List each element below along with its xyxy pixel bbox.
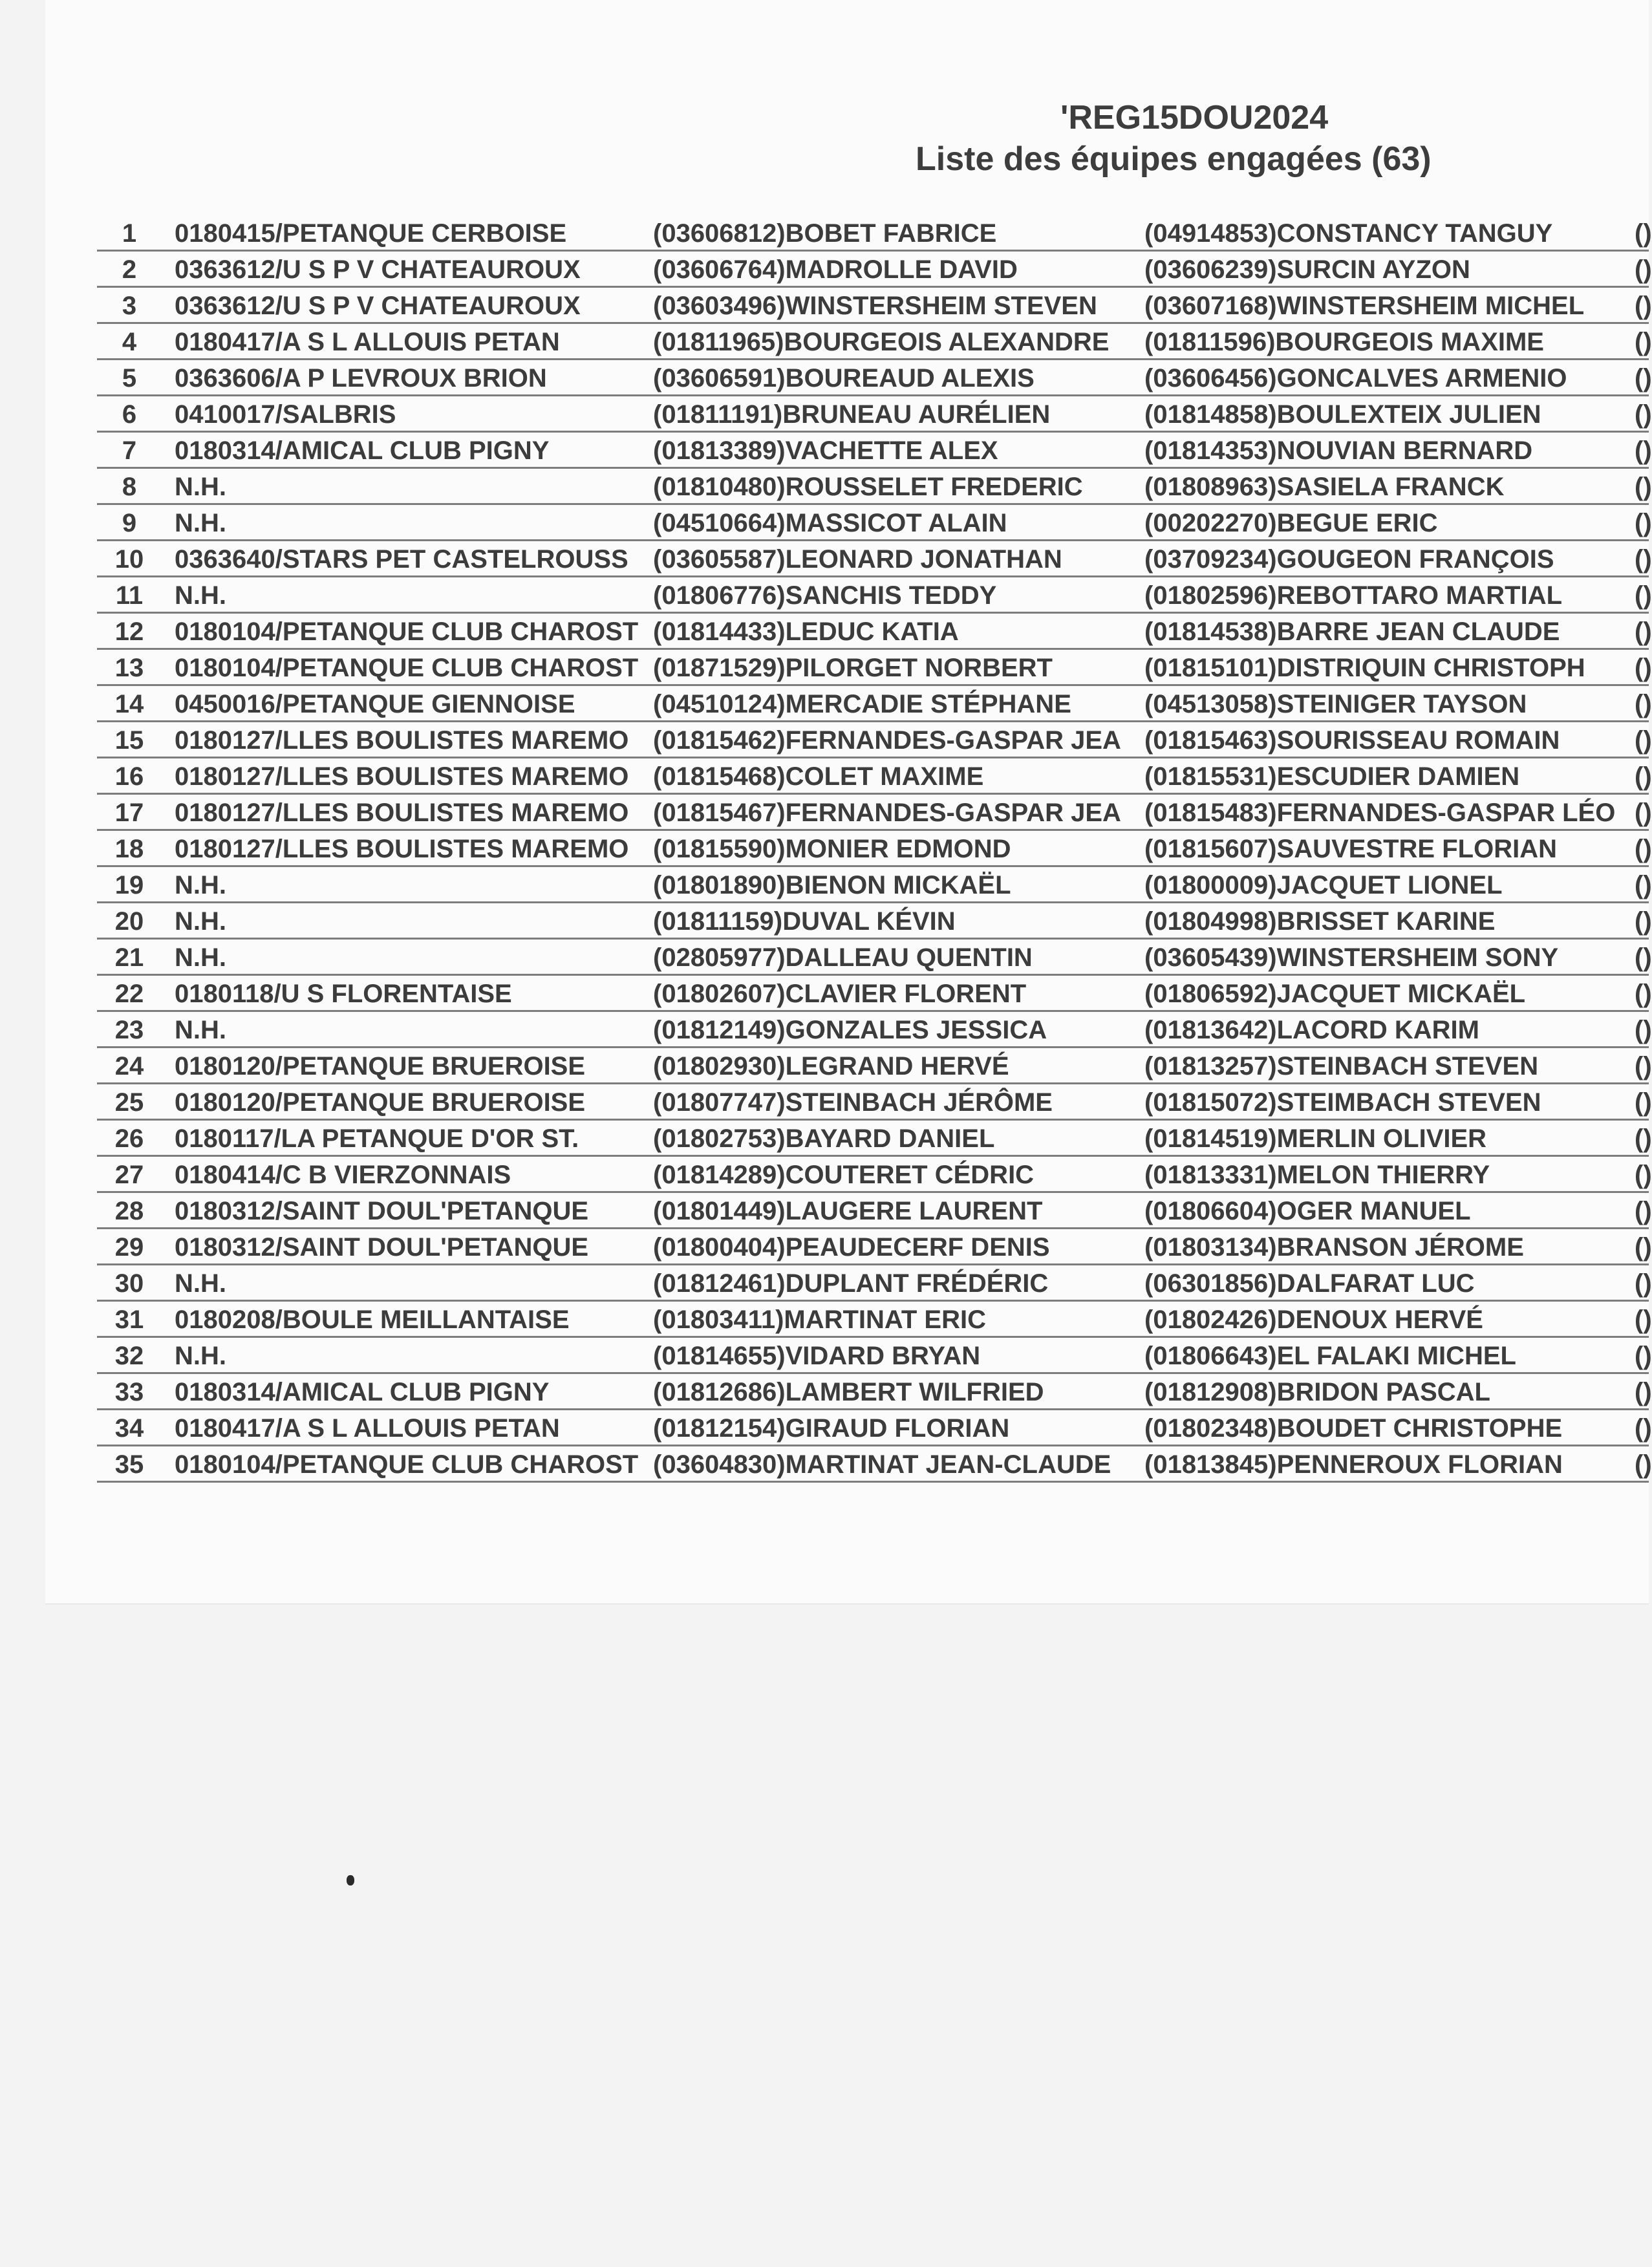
table-row — [97, 541, 1652, 577]
player-2: (01808963)SASIELA FRANCK — [1144, 473, 1505, 501]
player-2: (01806643)EL FALAKI MICHEL — [1144, 1342, 1516, 1370]
player-2: (01814353)NOUVIAN BERNARD — [1144, 436, 1533, 465]
player-2: (01802426)DENOUX HERVÉ — [1144, 1305, 1483, 1334]
player-1: (03606764)MADROLLE DAVID — [653, 255, 1018, 284]
player-1: (01810480)ROUSSELET FREDERIC — [653, 473, 1083, 501]
club-name: 0180104/PETANQUE CLUB CHAROST — [175, 618, 639, 646]
player-3-truncated: () — [1635, 1016, 1652, 1044]
player-1: (01815462)FERNANDES-GASPAR JEA — [653, 726, 1121, 755]
player-3-truncated: () — [1635, 1124, 1652, 1153]
club-name: N.H. — [175, 907, 226, 936]
club-name: N.H. — [175, 1016, 226, 1044]
table-row — [97, 758, 1652, 795]
player-3-truncated: () — [1635, 654, 1652, 682]
player-1: (01811965)BOURGEOIS ALEXANDRE — [653, 328, 1110, 356]
team-number: 19 — [114, 871, 144, 899]
club-name: 0180208/BOULE MEILLANTAISE — [175, 1305, 570, 1334]
team-number: 21 — [114, 943, 144, 972]
table-row — [97, 1048, 1652, 1084]
team-number: 16 — [114, 762, 144, 791]
team-number: 24 — [114, 1052, 144, 1080]
team-number: 17 — [114, 799, 144, 827]
player-3-truncated: () — [1635, 1414, 1652, 1443]
table-row — [97, 940, 1652, 976]
player-1: (01802753)BAYARD DANIEL — [653, 1124, 995, 1153]
player-3-truncated: () — [1635, 1378, 1652, 1406]
player-1: (03605587)LEONARD JONATHAN — [653, 545, 1062, 574]
table-row — [97, 1121, 1652, 1157]
player-2: (01814538)BARRE JEAN CLAUDE — [1144, 618, 1560, 646]
player-3-truncated: () — [1635, 292, 1652, 320]
player-3-truncated: () — [1635, 1088, 1652, 1117]
player-1: (01815590)MONIER EDMOND — [653, 835, 1011, 863]
player-1: (01806776)SANCHIS TEDDY — [653, 581, 997, 610]
document-title: Liste des équipes engagées (63) — [916, 140, 1432, 178]
team-number: 11 — [115, 581, 144, 610]
player-3-truncated: () — [1635, 1269, 1652, 1298]
club-name: 0180127/LLES BOULISTES MAREMO — [175, 726, 629, 755]
club-name: N.H. — [175, 1269, 226, 1298]
player-2: (03606456)GONCALVES ARMENIO — [1144, 364, 1567, 392]
club-name: 0363606/A P LEVROUX BRION — [175, 364, 547, 392]
table-row — [97, 1084, 1652, 1121]
club-name: 0180314/AMICAL CLUB PIGNY — [175, 436, 550, 465]
table-row — [97, 215, 1652, 252]
club-name: 0180417/A S L ALLOUIS PETAN — [175, 1414, 560, 1443]
table-row — [97, 396, 1652, 433]
table-row — [97, 650, 1652, 686]
player-2: (01815483)FERNANDES-GASPAR LÉO — [1144, 799, 1616, 827]
player-1: (03606812)BOBET FABRICE — [653, 219, 997, 248]
player-2: (01802348)BOUDET CHRISTOPHE — [1144, 1414, 1563, 1443]
table-row — [97, 1302, 1652, 1338]
table-row — [97, 1338, 1652, 1374]
player-1: (03606591)BOUREAUD ALEXIS — [653, 364, 1035, 392]
team-number: 29 — [114, 1233, 144, 1262]
player-3-truncated: () — [1635, 473, 1652, 501]
player-3-truncated: () — [1635, 219, 1652, 248]
table-row — [97, 795, 1652, 831]
table-row — [97, 867, 1652, 903]
player-1: (01802930)LEGRAND HERVÉ — [653, 1052, 1009, 1080]
club-name: 0363640/STARS PET CASTELROUSS — [175, 545, 628, 574]
table-row — [97, 1374, 1652, 1410]
table-row — [97, 469, 1652, 505]
player-3-truncated: () — [1635, 436, 1652, 465]
team-number: 6 — [122, 400, 137, 429]
player-1: (01813389)VACHETTE ALEX — [653, 436, 998, 465]
table-row — [97, 1157, 1652, 1193]
player-3-truncated: () — [1635, 1197, 1652, 1225]
player-2: (01814858)BOULEXTEIX JULIEN — [1144, 400, 1541, 429]
player-1: (01814433)LEDUC KATIA — [653, 618, 959, 646]
player-3-truncated: () — [1635, 1233, 1652, 1262]
table-row — [97, 1193, 1652, 1229]
player-3-truncated: () — [1635, 1052, 1652, 1080]
player-2: (01815072)STEIMBACH STEVEN — [1144, 1088, 1541, 1117]
player-2: (03709234)GOUGEON FRANÇOIS — [1144, 545, 1554, 574]
club-name: 0180414/C B VIERZONNAIS — [175, 1161, 511, 1189]
player-2: (00202270)BEGUE ERIC — [1144, 509, 1438, 537]
club-name: N.H. — [175, 509, 226, 537]
team-number: 2 — [122, 255, 137, 284]
club-name: 0363612/U S P V CHATEAUROUX — [175, 255, 581, 284]
team-number: 22 — [114, 980, 144, 1008]
team-number: 35 — [114, 1450, 144, 1479]
player-3-truncated: () — [1635, 907, 1652, 936]
club-name: 0180104/PETANQUE CLUB CHAROST — [175, 1450, 639, 1479]
team-number: 5 — [122, 364, 137, 392]
player-2: (01800009)JACQUET LIONEL — [1144, 871, 1503, 899]
club-name: N.H. — [175, 943, 226, 972]
team-number: 25 — [114, 1088, 144, 1117]
table-row — [97, 1012, 1652, 1048]
player-3-truncated: () — [1635, 762, 1652, 791]
player-1: (01811191)BRUNEAU AURÉLIEN — [653, 400, 1051, 429]
player-3-truncated: () — [1635, 1342, 1652, 1370]
player-1: (01811159)DUVAL KÉVIN — [653, 907, 956, 936]
team-number: 27 — [114, 1161, 144, 1189]
team-number: 33 — [114, 1378, 144, 1406]
club-name: N.H. — [175, 1342, 226, 1370]
player-3-truncated: () — [1635, 943, 1652, 972]
ink-speck — [347, 1875, 354, 1886]
player-3-truncated: () — [1635, 400, 1652, 429]
team-number: 7 — [122, 436, 137, 465]
player-1: (01812149)GONZALES JESSICA — [653, 1016, 1047, 1044]
club-name: N.H. — [175, 581, 226, 610]
player-1: (01801890)BIENON MICKAËL — [653, 871, 1011, 899]
team-number: 10 — [114, 545, 144, 574]
player-1: (03603496)WINSTERSHEIM STEVEN — [653, 292, 1097, 320]
table-row — [97, 1229, 1652, 1265]
player-3-truncated: () — [1635, 980, 1652, 1008]
player-3-truncated: () — [1635, 364, 1652, 392]
table-row — [97, 360, 1652, 396]
table-row — [97, 288, 1652, 324]
club-name: 0180312/SAINT DOUL'PETANQUE — [175, 1233, 589, 1262]
player-1: (01812154)GIRAUD FLORIAN — [653, 1414, 1010, 1443]
player-2: (03607168)WINSTERSHEIM MICHEL — [1144, 292, 1585, 320]
club-name: N.H. — [175, 473, 226, 501]
player-2: (01806604)OGER MANUEL — [1144, 1197, 1471, 1225]
table-row — [97, 1446, 1652, 1483]
club-name: 0180127/LLES BOULISTES MAREMO — [175, 835, 629, 863]
player-2: (04914853)CONSTANCY TANGUY — [1144, 219, 1553, 248]
teams-table — [97, 215, 1652, 1483]
team-number: 3 — [122, 292, 137, 320]
player-2: (01802596)REBOTTARO MARTIAL — [1144, 581, 1563, 610]
club-name: 0180118/U S FLORENTAISE — [175, 980, 512, 1008]
player-2: (01813331)MELON THIERRY — [1144, 1161, 1490, 1189]
team-number: 34 — [114, 1414, 144, 1443]
player-2: (01815463)SOURISSEAU ROMAIN — [1144, 726, 1560, 755]
club-name: 0410017/SALBRIS — [175, 400, 396, 429]
player-2: (01815607)SAUVESTRE FLORIAN — [1144, 835, 1557, 863]
player-3-truncated: () — [1635, 581, 1652, 610]
player-1: (04510664)MASSICOT ALAIN — [653, 509, 1007, 537]
player-1: (01803411)MARTINAT ERIC — [653, 1305, 986, 1334]
club-name: 0180415/PETANQUE CERBOISE — [175, 219, 567, 248]
team-number: 31 — [114, 1305, 144, 1334]
player-1: (01800404)PEAUDECERF DENIS — [653, 1233, 1050, 1262]
table-row — [97, 252, 1652, 288]
table-row — [97, 505, 1652, 541]
player-3-truncated: () — [1635, 726, 1652, 755]
club-name: 0180127/LLES BOULISTES MAREMO — [175, 762, 629, 791]
player-1: (01801449)LAUGERE LAURENT — [653, 1197, 1043, 1225]
club-name: 0450016/PETANQUE GIENNOISE — [175, 690, 575, 718]
club-name: N.H. — [175, 871, 226, 899]
player-3-truncated: () — [1635, 1161, 1652, 1189]
table-row — [97, 1410, 1652, 1446]
player-3-truncated: () — [1635, 545, 1652, 574]
player-2: (01812908)BRIDON PASCAL — [1144, 1378, 1490, 1406]
team-number: 12 — [114, 618, 144, 646]
team-number: 4 — [122, 328, 137, 356]
team-number: 18 — [114, 835, 144, 863]
player-3-truncated: () — [1635, 799, 1652, 827]
club-name: 0363612/U S P V CHATEAUROUX — [175, 292, 581, 320]
player-3-truncated: () — [1635, 328, 1652, 356]
player-1: (01802607)CLAVIER FLORENT — [653, 980, 1027, 1008]
table-row — [97, 903, 1652, 940]
table-row — [97, 324, 1652, 360]
player-1: (01812686)LAMBERT WILFRIED — [653, 1378, 1044, 1406]
table-row — [97, 614, 1652, 650]
team-number: 20 — [114, 907, 144, 936]
club-name: 0180120/PETANQUE BRUEROISE — [175, 1052, 586, 1080]
club-name: 0180314/AMICAL CLUB PIGNY — [175, 1378, 550, 1406]
club-name: 0180117/LA PETANQUE D'OR ST. — [175, 1124, 579, 1153]
player-3-truncated: () — [1635, 690, 1652, 718]
club-name: 0180417/A S L ALLOUIS PETAN — [175, 328, 560, 356]
player-3-truncated: () — [1635, 1450, 1652, 1479]
team-number: 15 — [114, 726, 144, 755]
player-2: (01813642)LACORD KARIM — [1144, 1016, 1479, 1044]
document-reference: 'REG15DOU2024 — [1060, 99, 1329, 136]
player-2: (03605439)WINSTERSHEIM SONY — [1144, 943, 1559, 972]
team-number: 9 — [122, 509, 137, 537]
club-name: 0180104/PETANQUE CLUB CHAROST — [175, 654, 639, 682]
player-1: (01814655)VIDARD BRYAN — [653, 1342, 981, 1370]
player-1: (01815467)FERNANDES-GASPAR JEA — [653, 799, 1121, 827]
player-1: (01871529)PILORGET NORBERT — [653, 654, 1053, 682]
player-2: (01811596)BOURGEOIS MAXIME — [1144, 328, 1544, 356]
team-number: 14 — [114, 690, 144, 718]
table-row — [97, 722, 1652, 758]
team-number: 32 — [114, 1342, 144, 1370]
player-2: (01813257)STEINBACH STEVEN — [1144, 1052, 1539, 1080]
player-2: (04513058)STEINIGER TAYSON — [1144, 690, 1527, 718]
club-name: 0180127/LLES BOULISTES MAREMO — [175, 799, 629, 827]
player-2: (01804998)BRISSET KARINE — [1144, 907, 1496, 936]
player-1: (01807747)STEINBACH JÉRÔME — [653, 1088, 1053, 1117]
table-row — [97, 1265, 1652, 1302]
team-number: 26 — [114, 1124, 144, 1153]
table-row — [97, 686, 1652, 722]
table-row — [97, 433, 1652, 469]
player-2: (01813845)PENNEROUX FLORIAN — [1144, 1450, 1563, 1479]
player-1: (01814289)COUTERET CÉDRIC — [653, 1161, 1035, 1189]
team-number: 30 — [114, 1269, 144, 1298]
club-name: 0180120/PETANQUE BRUEROISE — [175, 1088, 586, 1117]
player-3-truncated: () — [1635, 1305, 1652, 1334]
player-3-truncated: () — [1635, 509, 1652, 537]
player-1: (03604830)MARTINAT JEAN-CLAUDE — [653, 1450, 1111, 1479]
table-row — [97, 976, 1652, 1012]
player-3-truncated: () — [1635, 255, 1652, 284]
player-1: (01812461)DUPLANT FRÉDÉRIC — [653, 1269, 1049, 1298]
player-1: (02805977)DALLEAU QUENTIN — [653, 943, 1033, 972]
team-number: 28 — [114, 1197, 144, 1225]
player-3-truncated: () — [1635, 871, 1652, 899]
table-row — [97, 831, 1652, 867]
player-2: (01815101)DISTRIQUIN CHRISTOPH — [1144, 654, 1585, 682]
player-2: (01814519)MERLIN OLIVIER — [1144, 1124, 1487, 1153]
player-3-truncated: () — [1635, 618, 1652, 646]
team-number: 8 — [122, 473, 137, 501]
team-number: 13 — [114, 654, 144, 682]
team-number: 1 — [122, 219, 137, 248]
club-name: 0180312/SAINT DOUL'PETANQUE — [175, 1197, 589, 1225]
player-2: (01806592)JACQUET MICKAËL — [1144, 980, 1526, 1008]
player-1: (04510124)MERCADIE STÉPHANE — [653, 690, 1071, 718]
player-1: (01815468)COLET MAXIME — [653, 762, 984, 791]
team-number: 23 — [114, 1016, 144, 1044]
player-2: (01815531)ESCUDIER DAMIEN — [1144, 762, 1520, 791]
player-2: (03606239)SURCIN AYZON — [1144, 255, 1470, 284]
player-2: (06301856)DALFARAT LUC — [1144, 1269, 1475, 1298]
table-row — [97, 577, 1652, 614]
player-3-truncated: () — [1635, 835, 1652, 863]
player-2: (01803134)BRANSON JÉROME — [1144, 1233, 1524, 1262]
